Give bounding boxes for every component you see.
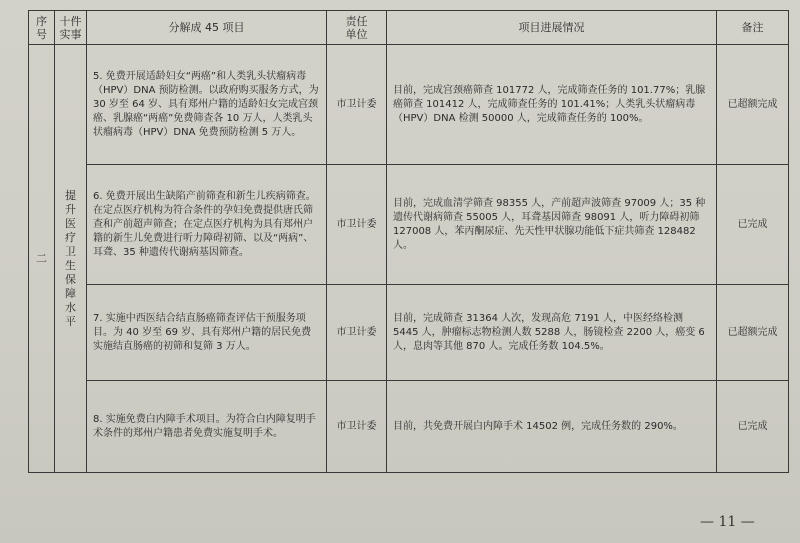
- group-category-text: 提升医疗卫生保障水平: [65, 188, 76, 328]
- header-seq: [29, 11, 55, 45]
- progress-cell: 目前，完成血清学筛查 98355 人，产前超声波筛查 97009 人；35 种遗传代谢病筛查 55005 人，耳聋基因筛查 98091 人，听力障碍初筛 127008 人，苯丙酮尿症、先天性甲状腺功能低下症共筛查 128482 人。: [387, 165, 717, 285]
- unit-cell: 市卫计委: [327, 45, 387, 165]
- page-number: — 11 —: [700, 514, 755, 530]
- group-category: [55, 45, 87, 473]
- progress-table: [28, 10, 789, 473]
- header-category-line1: 十件: [59, 14, 82, 28]
- table-row: [29, 381, 789, 473]
- item-cell: 5. 免费开展适龄妇女“两癌”和人类乳头状瘤病毒（HPV）DNA 预防检测。以政府购买服务方式，为 30 岁至 64 岁、具有郑州户籍的适龄妇女完成宫颈癌、乳腺癌“两癌”免费筛查各 10 万人，人类乳头状瘤病毒（HPV）DNA 免费预防检测 5 万人。: [87, 45, 327, 165]
- table-row: [29, 285, 789, 381]
- group-seq: 二: [29, 45, 55, 473]
- unit-cell: 市卫计委: [327, 381, 387, 473]
- progress-cell: 目前，完成筛查 31364 人次，发现高危 7191 人，中医经络检测 5445 人，肿瘤标志物检测人数 5288 人，肠镜检查 2200 人，癌变 6 人，息肉等其他 870 人。完成任务数 104.5%。: [387, 285, 717, 381]
- header-note: 备注: [717, 11, 789, 45]
- table-row: [29, 45, 789, 165]
- unit-cell: 市卫计委: [327, 165, 387, 285]
- note-cell: 已超额完成: [717, 45, 789, 165]
- progress-cell: 目前，共免费开展白内障手术 14502 例，完成任务数的 290%。: [387, 381, 717, 473]
- header-unit: [327, 11, 387, 45]
- header-category-line2: 实事: [59, 27, 82, 41]
- header-category: [55, 11, 87, 45]
- header-unit-line2: 单位: [345, 27, 368, 41]
- note-cell: 已完成: [717, 165, 789, 285]
- note-cell: 已完成: [717, 381, 789, 473]
- note-cell: 已超额完成: [717, 285, 789, 381]
- unit-cell: 市卫计委: [327, 285, 387, 381]
- table-header-row: [29, 11, 789, 45]
- item-cell: 6. 免费开展出生缺陷产前筛查和新生儿疾病筛查。在定点医疗机构为符合条件的孕妇免费提供唐氏筛查和产前超声筛查；在定点医疗机构为具有郑州户籍的新生儿免费进行听力障碍初筛、以及“两病”、耳聋、35 种遗传代谢病基因筛查。: [87, 165, 327, 285]
- header-seq-line2: 号: [36, 27, 47, 41]
- table-row: [29, 165, 789, 285]
- progress-cell: 目前，完成宫颈癌筛查 101772 人，完成筛查任务的 101.77%；乳腺癌筛查 101412 人，完成筛查任务的 101.41%；人类乳头状瘤病毒（HPV）DNA 检测 50000 人，完成筛查任务的 100%。: [387, 45, 717, 165]
- header-progress: 项目进展情况: [387, 11, 717, 45]
- header-seq-line1: 序: [36, 14, 47, 28]
- header-item: 分解成 45 项目: [87, 11, 327, 45]
- item-cell: 7. 实施中西医结合结直肠癌筛查评估干预服务项目。为 40 岁至 69 岁、具有郑州户籍的居民免费实施结直肠癌的初筛和复筛 3 万人。: [87, 285, 327, 381]
- header-unit-line1: 责任: [345, 14, 368, 28]
- item-cell: 8. 实施免费白内障手术项目。为符合白内障复明手术条件的郑州户籍患者免费实施复明手术。: [87, 381, 327, 473]
